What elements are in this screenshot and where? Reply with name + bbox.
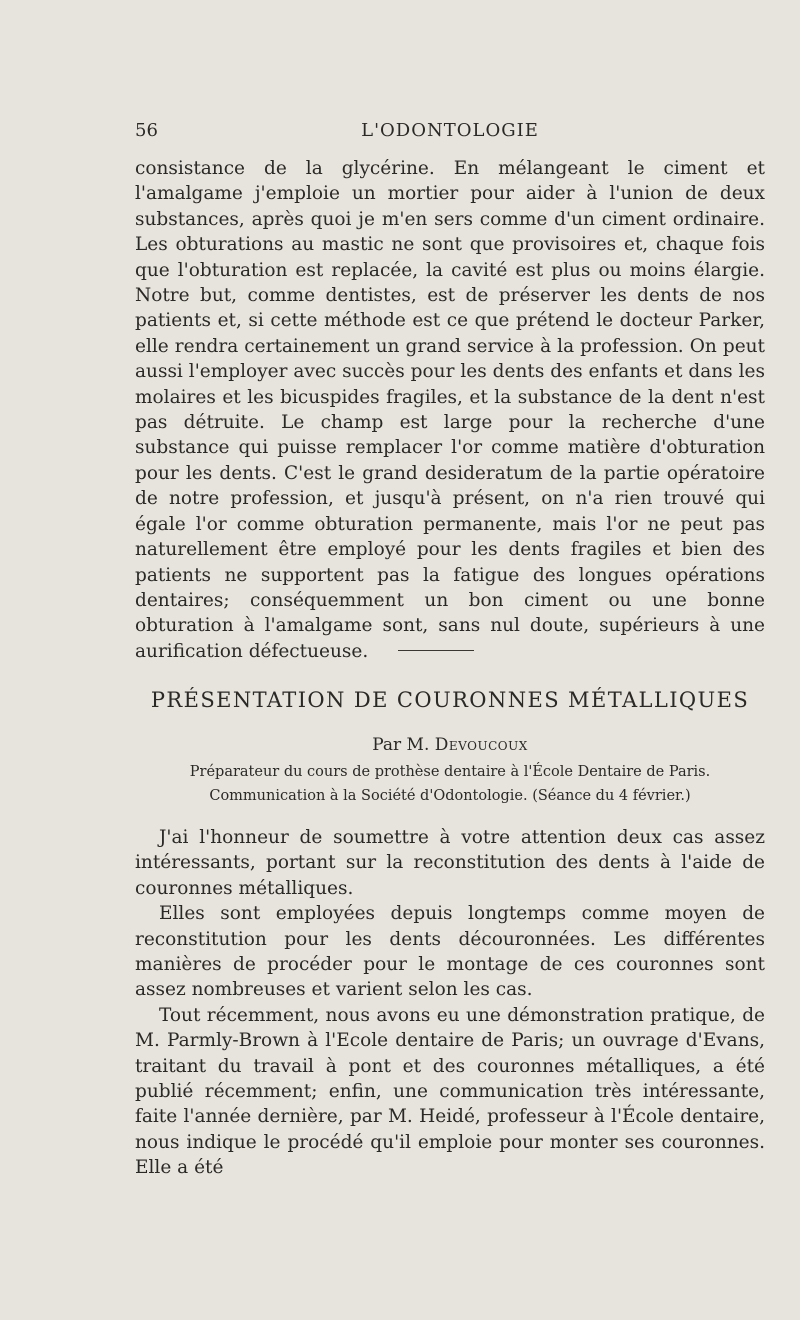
section-divider	[398, 650, 474, 651]
section-title: PRÉSENTATION DE COURONNES MÉTALLIQUES	[150, 688, 750, 712]
byline-prefix: Par M.	[372, 735, 430, 755]
affiliation-line-2: Communication à la Société d'Odontologie. (Séance du 4 février.)	[209, 788, 691, 804]
body-paragraph: Tout récemment, nous avons eu une démonstration pratique, de M. Parmly-Brown à l'Ecole dentaire de Paris; un ouvrage d'Evans, traitant du travail à pont et des couronnes métalliques, a été publié récemment; enfin, une communication très intéressante, faite l'année dernière, par M. Heidé, professeur à l'École dentaire, nous indique le procédé qu'il emploie pour monter ses couronnes. Elle a été	[135, 1004, 765, 1179]
byline	[135, 735, 765, 755]
body-paragraph: J'ai l'honneur de soumettre à votre attention deux cas assez intéressants, portant sur la reconstitution des dents à l'aide de couronnes métalliques.	[135, 827, 765, 899]
running-title: L'ODONTOLOGIE	[361, 120, 539, 141]
author-name: Devoucoux	[434, 735, 528, 755]
continuation-paragraph: consistance de la glycérine. En mélangeant le ciment et l'amalgame j'emploie un mortier pour aider à l'union de deux substances, après quoi je m'en sers comme d'un ciment ordinaire. Les obturations au mastic ne sont que provisoires et, chaque fois que l'obturation est replacée, la cavité est plus ou moins élargie. Notre but, comme dentistes, est de préserver les dents de nos patients et, si cette méthode est ce que prétend le docteur Parker, elle rendra certainement un grand service à la profession. On peut aussi l'employer avec succès pour les dents des enfants et dans les molaires et les bicuspides fragiles, et la substance de la dent n'est pas détruite. Le champ est large pour la recherche d'une substance qui puisse remplacer l'or comme matière d'obturation pour les dents. C'est le grand desideratum de la partie opératoire de notre profession, et jusqu'à présent, on n'a rien trouvé qui égale l'or comme obturation permanente, mais l'or ne peut pas naturellement être employé pour les dents fragiles et bien des patients ne supportent pas la fatigue des longues opérations dentaires; conséquemment un bon ciment ou une bonne obturation à l'amalgame sont, sans nul doute, supérieurs à une aurification défectueuse.	[135, 158, 765, 662]
page-header	[135, 120, 765, 146]
page-number: 56	[135, 120, 158, 141]
body-paragraph: Elles sont employées depuis longtemps comme moyen de reconstitution pour les dents découronnées. Les différentes manières de procéder pour le montage de ces couronnes sont assez nombreuses et varient selon les cas.	[135, 903, 765, 1001]
affiliation-line-1: Préparateur du cours de prothèse dentaire à l'École Dentaire de Paris.	[189, 764, 711, 780]
continuation-text	[135, 156, 765, 664]
article-body	[135, 825, 765, 1181]
